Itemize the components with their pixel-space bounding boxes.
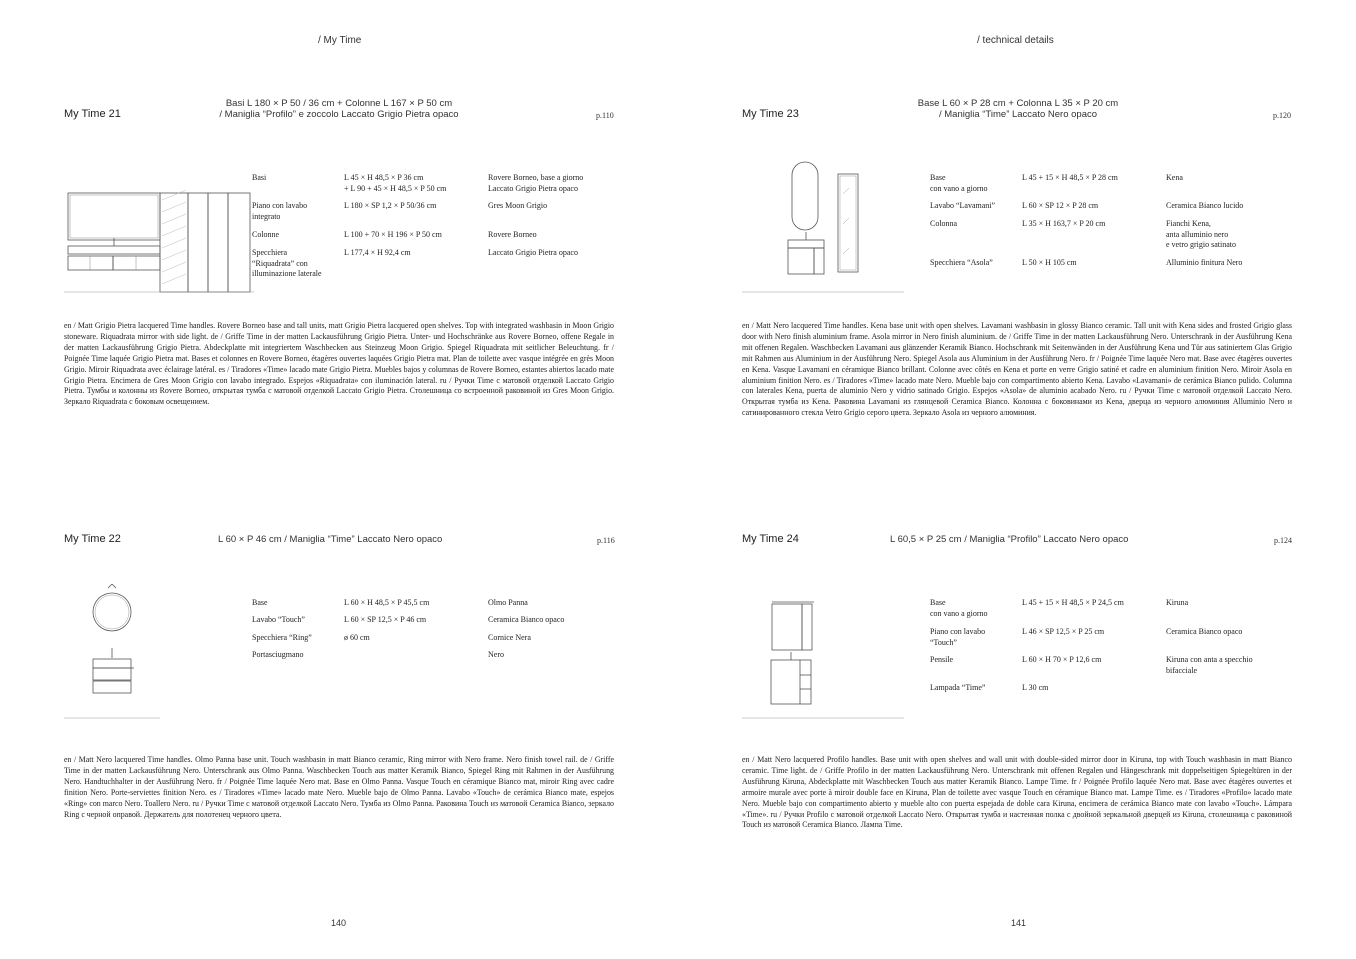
spec-finish: Gres Moon Grigio xyxy=(488,201,548,210)
spec-finish: Olmo Panna xyxy=(488,598,528,607)
spec-dimensions: L 60 × SP 12 × P 28 cm xyxy=(1022,201,1099,210)
page-ref-mt21: p.110 xyxy=(596,111,614,120)
description-text-mt23: en / Matt Nero lacquered Time handles. Kena base unit with open shelves. Lavamani washbasin in glossy Bianco ceramic. Tall unit with Kena sides and frosted Grigio glass door with Nero finish aluminium frame. Asola mirror in Nero finish aluminium. de / Griffe Time in der matten Lackausführung Nero. Unterschrank in der Ausführung Kena mit offenen Regalen. Waschbecken Lavamani aus glänzender Keramik Bianco. Hochschrank mit Seitenwänden in der Ausführung Kena und Tür aus satiniertem Glas Grigio mit Rahmen aus Aluminium in der Ausführung Nero. Spiegel Asola aus Aluminium in der Ausführung Nero. fr / Poignée Time laquée Nero mat. Base avec étagères ouvertes en Kena. Vasque Lavamani en céramique Bianco brillant. Colonne avec côtés en Kena et porte en verre Grigio satiné et cadre en aluminium finition Nero. Miroir Asola en aluminium finition Nero. es / Tiradores «Time» lacado mate Nero. Mueble bajo con compartimento abierto Kena. Lavabo «Lavamani» de cerámica Bianco pulido. Columna con laterales Kena, puerta de aluminio Nero y vidrio satinado Grigio. Espejos «Asola» de aluminio acabado Nero. ru / Ручки Time с матовой отделкой Laccato Nero. Открытая тумба из Kena. Раковина Lavamani из глянцевой Ceramica Bianco. Колонна с боковинами из Kena, дверца из черного алюминия Alluminio Nero и сатинированного стекла Vetro Grigio серого цвета. Зеркало Asola из черного алюминия. xyxy=(742,321,1292,418)
spec-finish: Kiruna xyxy=(1166,598,1189,607)
section-desc-line: / Maniglia “Profilo” e zoccolo Laccato Grigio Pietra opaco xyxy=(219,109,459,120)
spec-label: Lampada “Time” xyxy=(930,683,986,692)
spec-label: Pensile xyxy=(930,655,954,664)
spec-dimensions: L 60 × H 70 × P 12,6 cm xyxy=(1022,655,1102,664)
section-desc-mt22 xyxy=(218,534,442,545)
section-title-mt22: My Time 22 xyxy=(64,533,121,545)
illustration-mt23 xyxy=(742,160,907,296)
spec-dimensions: L 50 × H 105 cm xyxy=(1022,258,1077,267)
right-page-header: / technical details xyxy=(977,35,1054,46)
section-desc-line: Basi L 180 × P 50 / 36 cm + Colonne L 167 × P 50 cm xyxy=(225,98,453,109)
page-ref-mt24: p.124 xyxy=(1274,536,1292,545)
page-ref-mt22: p.116 xyxy=(597,536,615,545)
spec-dimensions: L 30 cm xyxy=(1022,683,1049,692)
left-page-header: / My Time xyxy=(318,35,362,46)
spec-finish: Rovere Borneo, base a giorno Laccato Grigio Pietra opaco xyxy=(488,173,584,193)
page-number-left: 140 xyxy=(331,918,347,928)
spec-dimensions: L 100 + 70 × H 196 × P 50 cm xyxy=(344,230,442,239)
description-text-mt22: en / Matt Nero lacquered Time handles. Olmo Panna base unit. Touch washbasin in matt Bianco ceramic, Ring mirror with Nero frame. Nero finish towel rail. de / Griffe Time in der matten Lackausführung Nero. Unterschrank aus Olmo Panna. Waschbecken Touch aus matter Keramik Bianco, Spiegel Ring mit Rahmen in der Ausführung Nero. Handtuchhalter in der Ausführung Nero. fr / Poignée Time laquée Nero mat. Base en Olmo Panna. Vasque Touch en céramique Bianco mat, miroir Ring avec cadre finition Nero. Porte-serviettes finition Nero. es / Tiradores «Time» lacado mate Nero. Mueble bajo de Olmo Panna. Lavabo «Touch» de cerámica Bianco mate, espejos «Ring» con marco Nero. Toallero Nero. ru / Ручки Time с матовой отделкой Laccato Nero. Тумба из Olmo Panna. Раковина Touch из матовой Ceramica Bianco, зеркало Ring с черной оправой. Держатель для полотенец черного цвета. xyxy=(64,755,614,819)
spec-dimensions: L 45 + 15 × H 48,5 × P 24,5 cm xyxy=(1022,598,1124,607)
spec-finish: Cornice Nera xyxy=(488,633,531,642)
spec-dimensions: L 180 × SP 1,2 × P 50/36 cm xyxy=(344,201,437,210)
spec-label: Basi xyxy=(252,173,267,182)
description-text-mt21: en / Matt Grigio Pietra lacquered Time handles. Rovere Borneo base and tall units, matt Grigio Pietra lacquered open shelves. Top with integrated washbasin in Moon Grigio stoneware. Riquadrata mirror with side light. de / Griffe Time in der matten Lackausführung Grigio Pietra. Unter- und Hochschränke aus Rovere Borneo, offene Regale in der matten Lackausführung Grigio Pietra. Abdeckplatte mit integriertem Waschbecken aus Steinzeug Moon Grigio. Spiegel Riquadrata mit seitlicher Beleuchtung. fr / Poignée Time laquée Grigio Pietra mat. Bases et colonnes en Rovere Borneo, étagères ouvertes laquées Grigio Pietra mat. Plan de toilette avec vasque intégrée en grès Moon Grigio. Miroir Riquadrata avec éclairage latéral. es / Tiradores «Time» lacado mate Grigio Pietra. Muebles bajos y columnas de Rovere Borneo, estantes abiertos lacado mate Grigio Pietra. Encimera de Gres Moon Grigio con lavabo integrado. Espejos «Riquadrata» con iluminación lateral. ru / Ручки Time с матовой отделкой Laccato Grigio Pietra. Тумбы и колонны из Rovere Borneo, открытая тумба с матовой отделкой Laccato Grigio Pietra. Столешница со встроенной раковиной из Gres Moon Grigio. Зеркало Riquadrata с боковым освещением. xyxy=(64,321,614,407)
spec-label: Colonne xyxy=(252,230,280,239)
spec-dimensions: L 177,4 × H 92,4 cm xyxy=(344,248,411,257)
spec-label: Base con vano a giorno xyxy=(930,173,988,193)
spec-dimensions: ø 60 cm xyxy=(344,633,370,642)
description-text-mt24: en / Matt Nero lacquered Profilo handles. Base unit with open shelves and wall unit with double-sided mirror door in Kiruna, top with Touch washbasin in matt Bianco ceramic. Time light. de / Griffe Profilo in der matten Lackausführung Nero. Unterschrank mit offenen Regalen und Hängeschrank mit doppelseitigen Spiegeltüren in der Ausführung Kiruna, Abdeckplatte mit Waschbecken Touch aus matter Keramik Bianco. Lampe Time. fr / Poignée Profilo laquée Nero mat. Base avec étagères ouvertes et armoire murale avec porte à miroir double face en Kiruna, Plan de toilette avec vasque Touch en céramique Bianco mat. Lampe Time. es / Tiradores «Profilo» lacado mate Nero. Mueble bajo con compartimento abierto y mueble alto con puerta espejada de doble cara Kiruna, encimera de cerámica Bianco mate con lavabo «Touch». Lámpara «Time». ru / Ручки Profilo с матовой отделкой Laccato Nero. Открытая тумба и настенная полка с двойной зеркальной дверцей из Kiruna, столешница с раковиной Touch из матовой Ceramica Bianco. Лампа Time. xyxy=(742,755,1292,830)
spec-label: Portasciugmano xyxy=(252,650,304,659)
spec-finish: Fianchi Kena, anta alluminio nero e vetro grigio satinato xyxy=(1166,219,1236,249)
spec-finish: Kena xyxy=(1166,173,1183,182)
section-desc-line: Base L 60 × P 28 cm + Colonna L 35 × P 20 cm xyxy=(917,98,1119,109)
spec-finish: Rovere Borneo xyxy=(488,230,537,239)
spec-label: Lavabo “Touch” xyxy=(252,615,305,624)
spec-table-mt24 xyxy=(930,598,1300,698)
spec-label: Base xyxy=(252,598,268,607)
illustration-mt24 xyxy=(742,594,907,720)
page-number-right: 141 xyxy=(1011,918,1027,928)
spec-table-mt23 xyxy=(930,173,1300,273)
spec-finish: Ceramica Bianco opaco xyxy=(488,615,565,624)
spec-finish: Ceramica Bianco lucido xyxy=(1166,201,1244,210)
spec-label: Piano con lavabo integrato xyxy=(252,201,308,221)
page-ref-mt23: p.120 xyxy=(1273,111,1291,120)
section-title-mt24: My Time 24 xyxy=(742,533,799,545)
section-desc-line: L 60 × P 46 cm / Maniglia “Time” Laccato Nero opaco xyxy=(218,534,443,545)
section-desc-line: / Maniglia “Time” Laccato Nero opaco xyxy=(938,109,1098,120)
spec-finish: Kiruna con anta a specchio bifacciale xyxy=(1166,655,1253,675)
spec-finish: Laccato Grigio Pietra opaco xyxy=(488,248,578,257)
illustration-mt22 xyxy=(64,584,164,720)
spec-dimensions: L 46 × SP 12,5 × P 25 cm xyxy=(1022,627,1105,636)
spec-label: Piano con lavabo “Touch” xyxy=(930,627,986,647)
section-desc-mt24 xyxy=(890,534,1128,545)
spec-label: Lavabo “Lavamani” xyxy=(930,201,996,210)
section-title-mt23: My Time 23 xyxy=(742,108,799,120)
spec-table-mt21 xyxy=(252,173,622,283)
spec-finish: Nero xyxy=(488,650,504,659)
section-title-mt21: My Time 21 xyxy=(64,108,121,120)
spec-finish: Alluminio finitura Nero xyxy=(1166,258,1243,267)
illustration-mt21 xyxy=(64,190,254,296)
spec-label: Specchiera “Ring” xyxy=(252,633,312,642)
spec-finish: Ceramica Bianco opaco xyxy=(1166,627,1243,636)
spec-dimensions: L 60 × SP 12,5 × P 46 cm xyxy=(344,615,427,624)
spec-label: Specchiera “Riquadrata” con illuminazione laterale xyxy=(252,248,322,278)
spec-dimensions: L 45 × H 48,5 × P 36 cm + L 90 + 45 × H 48,5 × P 50 cm xyxy=(344,173,447,193)
spec-dimensions: L 35 × H 163,7 × P 20 cm xyxy=(1022,219,1106,228)
section-desc-mt23 xyxy=(900,98,1136,120)
spec-label: Colonna xyxy=(930,219,958,228)
section-desc-mt21 xyxy=(200,98,478,120)
spec-dimensions: L 60 × H 48,5 × P 45,5 cm xyxy=(344,598,430,607)
spec-dimensions: L 45 + 15 × H 48,5 × P 28 cm xyxy=(1022,173,1118,182)
section-desc-line: L 60,5 × P 25 cm / Maniglia “Profilo” Laccato Nero opaco xyxy=(890,534,1129,545)
spec-label: Base con vano a giorno xyxy=(930,598,988,618)
spec-table-mt22 xyxy=(252,598,622,668)
spec-label: Specchiera “Asola” xyxy=(930,258,993,267)
